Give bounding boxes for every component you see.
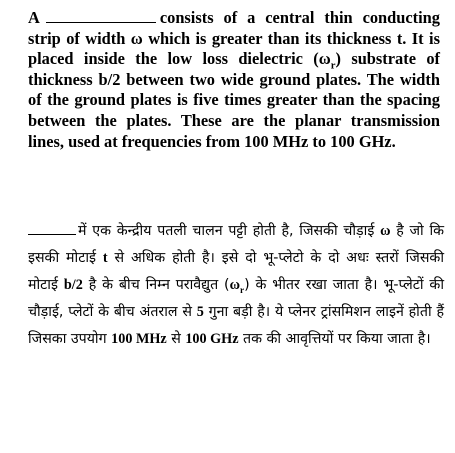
fill-in-blank-english xyxy=(46,21,156,23)
hindi-frequency-low: 100 MHz xyxy=(111,330,167,347)
english-text-part-2: which is greater than its thickness t. It is placed inside the low loss dielectric ( xyxy=(28,28,440,69)
english-text-part-3: ) substrate of thickness b/2 between two wide ground plates. The width of the ground plates is five times greater than the spacing between the plates. These are the planar transmission lines, used at frequencies from 100 MHz to 100 GHz. xyxy=(28,49,440,151)
hindi-text-part-4: है के बीच निम्न परावैद्युत ( xyxy=(88,276,230,293)
hindi-frequency-high: 100 GHz xyxy=(185,330,239,347)
hindi-thickness-symbol: t xyxy=(102,249,108,266)
hindi-text-part-2: है जो कि इसकी मोटाई xyxy=(28,223,445,266)
english-text-part-1: consists of a central thin conducting strip of width xyxy=(28,8,440,48)
epsilon-r-symbol: $\omega_r$ xyxy=(318,49,336,72)
hindi-b-over-2: b/2 xyxy=(63,276,83,293)
hindi-text-part-6: गुना बड़ी है। ये प्लेनर ट्रांसमिशन लाइनें होती हैं जिसका उपयोग xyxy=(28,303,444,347)
article-a: A xyxy=(28,8,40,27)
hindi-text-part-8: तक की आवृत्तियों पर किया जाता है। xyxy=(243,330,431,347)
fill-in-blank-hindi xyxy=(28,233,76,235)
hindi-epsilon-r-symbol: $\omega_r$ xyxy=(229,276,245,295)
omega-symbol: ω xyxy=(130,28,143,48)
hindi-text-part-1: में एक केन्द्रीय पतली चालन पट्टी होती है, जिसकी चौड़ाई xyxy=(78,223,375,239)
hindi-text-part-3: से अधिक होती है। इसे दो भू-प्लेटो के दो अधः स्तरों जिसकी मोटाई xyxy=(28,249,444,293)
english-question-text xyxy=(28,8,440,152)
hindi-question-text xyxy=(28,218,444,353)
hindi-five: 5 xyxy=(196,303,204,320)
hindi-text-part-5: ) के भीतर रखा जाता है। भू-प्लेटों की चौड़ाई, प्लेटों के बीच अंतराल से xyxy=(28,276,445,320)
hindi-text-part-7: से xyxy=(171,330,181,347)
hindi-omega-symbol: ω xyxy=(380,223,391,239)
